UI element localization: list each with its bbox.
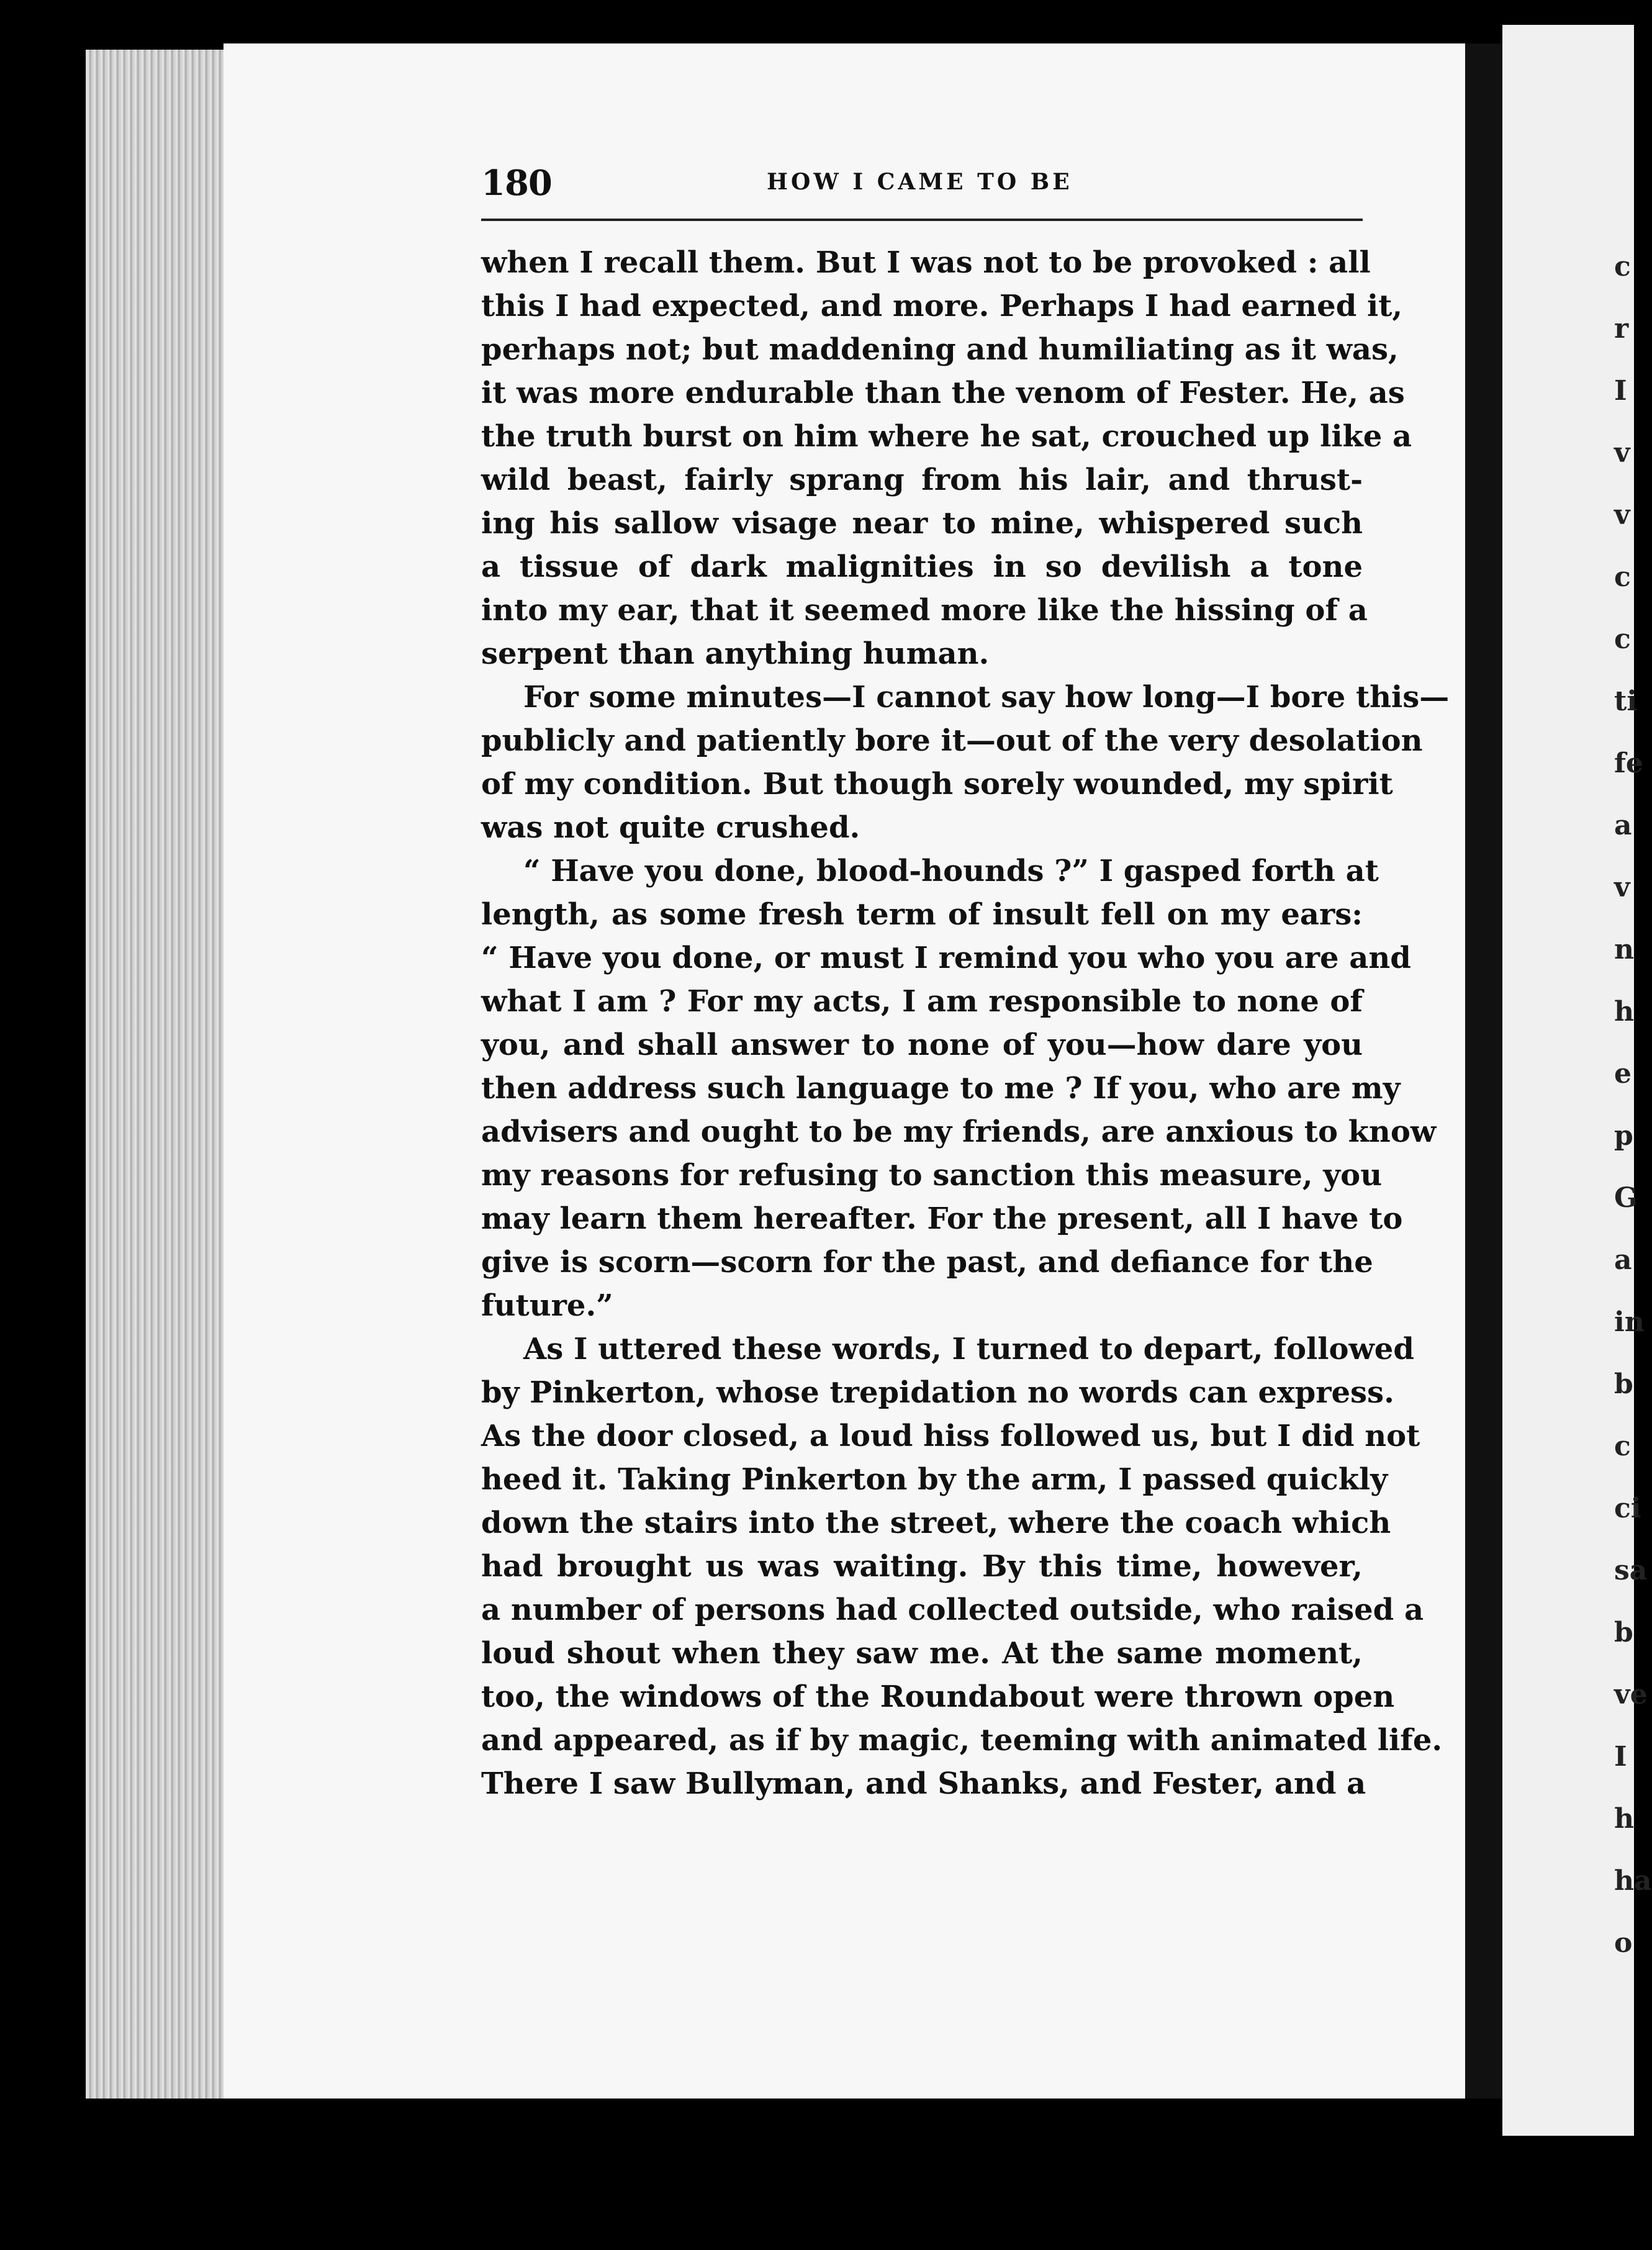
text-line: down the stairs into the street, where the coach which xyxy=(481,1506,1391,1540)
facing-page-fragment: ve xyxy=(1614,1679,1648,1710)
facing-page-fragment: ti xyxy=(1614,685,1638,717)
facing-page-fragment: G xyxy=(1614,1182,1638,1214)
facing-page-fragment: I xyxy=(1614,375,1627,407)
text-line: a tissue of dark malignities in so devilish a tone xyxy=(481,549,1363,584)
facing-page-fragment: r xyxy=(1614,313,1629,345)
facing-page-fragment: v xyxy=(1614,872,1630,903)
facing-page-fragment: c xyxy=(1614,561,1631,593)
text-line: too, the windows of the Roundabout were thrown open xyxy=(481,1679,1395,1714)
text-line: of my condition. But though sorely wounded, my spirit xyxy=(481,767,1393,802)
text-line: by Pinkerton, whose trepidation no words can express. xyxy=(481,1375,1394,1410)
text-line: advisers and ought to be my friends, are anxious to know xyxy=(481,1114,1437,1149)
facing-page-fragment: a xyxy=(1614,1244,1632,1276)
facing-page-fragment: p xyxy=(1614,1120,1633,1152)
text-line: perhaps not; but maddening and humiliating as it was, xyxy=(481,332,1399,367)
facing-page-fragment: c xyxy=(1614,1430,1631,1462)
facing-page-fragments xyxy=(1614,236,1652,2036)
text-line: As the door closed, a loud hiss followed us, but I did not xyxy=(481,1419,1420,1453)
facing-page-fragment: fe xyxy=(1614,748,1643,779)
facing-page-fragment: c xyxy=(1614,251,1631,282)
text-line: this I had expected, and more. Perhaps I had earned it, xyxy=(481,289,1403,323)
text-line: “ Have you done, or must I remind you who you are and xyxy=(481,941,1411,975)
facing-page-fragment: c xyxy=(1614,623,1631,655)
book-gutter xyxy=(1465,43,1502,2099)
page-stack-edge xyxy=(86,50,225,2099)
running-head xyxy=(481,163,1363,219)
facing-page-fragment: n xyxy=(1614,934,1634,965)
facing-page-fragment: b xyxy=(1614,1617,1633,1648)
text-line: publicly and patiently bore it—out of the very desolation xyxy=(481,723,1423,758)
facing-page-fragment: a xyxy=(1614,810,1632,841)
text-line: a number of persons had collected outside, who raised a xyxy=(481,1593,1424,1627)
text-line: “ Have you done, blood-hounds ?” I gasped forth at xyxy=(523,854,1379,888)
facing-page-fragment: v xyxy=(1614,437,1630,469)
text-line: wild beast, fairly sprang from his lair, and thrust- xyxy=(481,463,1363,497)
facing-page-fragment: v xyxy=(1614,499,1630,531)
text-line: then address such language to me ? If you, who are my xyxy=(481,1071,1401,1106)
facing-page-fragment: in xyxy=(1614,1306,1645,1338)
text-line: length, as some fresh term of insult fell on my ears: xyxy=(481,897,1363,932)
text-line: it was more endurable than the venom of Fester. He, as xyxy=(481,376,1405,410)
text-line: future.” xyxy=(481,1288,613,1323)
text-line: ing his sallow visage near to mine, whispered such xyxy=(481,506,1363,541)
text-line: may learn them hereafter. For the present, all I have to xyxy=(481,1201,1403,1236)
text-line: my reasons for refusing to sanction this measure, you xyxy=(481,1158,1383,1193)
facing-page-fragment: ci xyxy=(1614,1493,1641,1524)
text-line: For some minutes—I cannot say how long—I bore this— xyxy=(523,680,1450,715)
text-line: heed it. Taking Pinkerton by the arm, I passed quickly xyxy=(481,1462,1388,1497)
facing-page-fragment: b xyxy=(1614,1368,1633,1400)
text-line: had brought us was waiting. By this time, however, xyxy=(481,1549,1363,1584)
text-line: give is scorn—scorn for the past, and defiance for the xyxy=(481,1245,1373,1280)
body-text xyxy=(481,241,1450,1805)
facing-page-fragment: e xyxy=(1614,1058,1632,1090)
text-line: into my ear, that it seemed more like the hissing of a xyxy=(481,593,1368,628)
facing-page-fragment: h xyxy=(1614,1803,1634,1835)
facing-page-fragment: sa xyxy=(1614,1555,1648,1586)
text-line: loud shout when they saw me. At the same moment, xyxy=(481,1636,1363,1671)
running-head-rule xyxy=(481,219,1363,221)
text-line: when I recall them. But I was not to be provoked : all xyxy=(481,245,1371,280)
text-line: what I am ? For my acts, I am responsible to none of xyxy=(481,984,1363,1019)
text-line: As I uttered these words, I turned to depart, followed xyxy=(523,1332,1414,1367)
facing-page-fragment: ha xyxy=(1614,1865,1652,1897)
running-head-title: HOW I CAME TO BE xyxy=(767,169,1073,195)
text-line: the truth burst on him where he sat, crouched up like a xyxy=(481,419,1412,454)
text-line: and appeared, as if by magic, teeming with animated life. xyxy=(481,1723,1443,1758)
text-line: you, and shall answer to none of you—how dare you xyxy=(481,1028,1363,1062)
text-line: There I saw Bullyman, and Shanks, and Fester, and a xyxy=(481,1766,1366,1801)
facing-page-fragment: I xyxy=(1614,1741,1627,1773)
text-line: serpent than anything human. xyxy=(481,636,990,671)
facing-page-fragment: o xyxy=(1614,1927,1633,1959)
page-number: 180 xyxy=(481,163,552,204)
text-line: was not quite crushed. xyxy=(481,810,860,845)
facing-page-fragment: h xyxy=(1614,996,1634,1028)
